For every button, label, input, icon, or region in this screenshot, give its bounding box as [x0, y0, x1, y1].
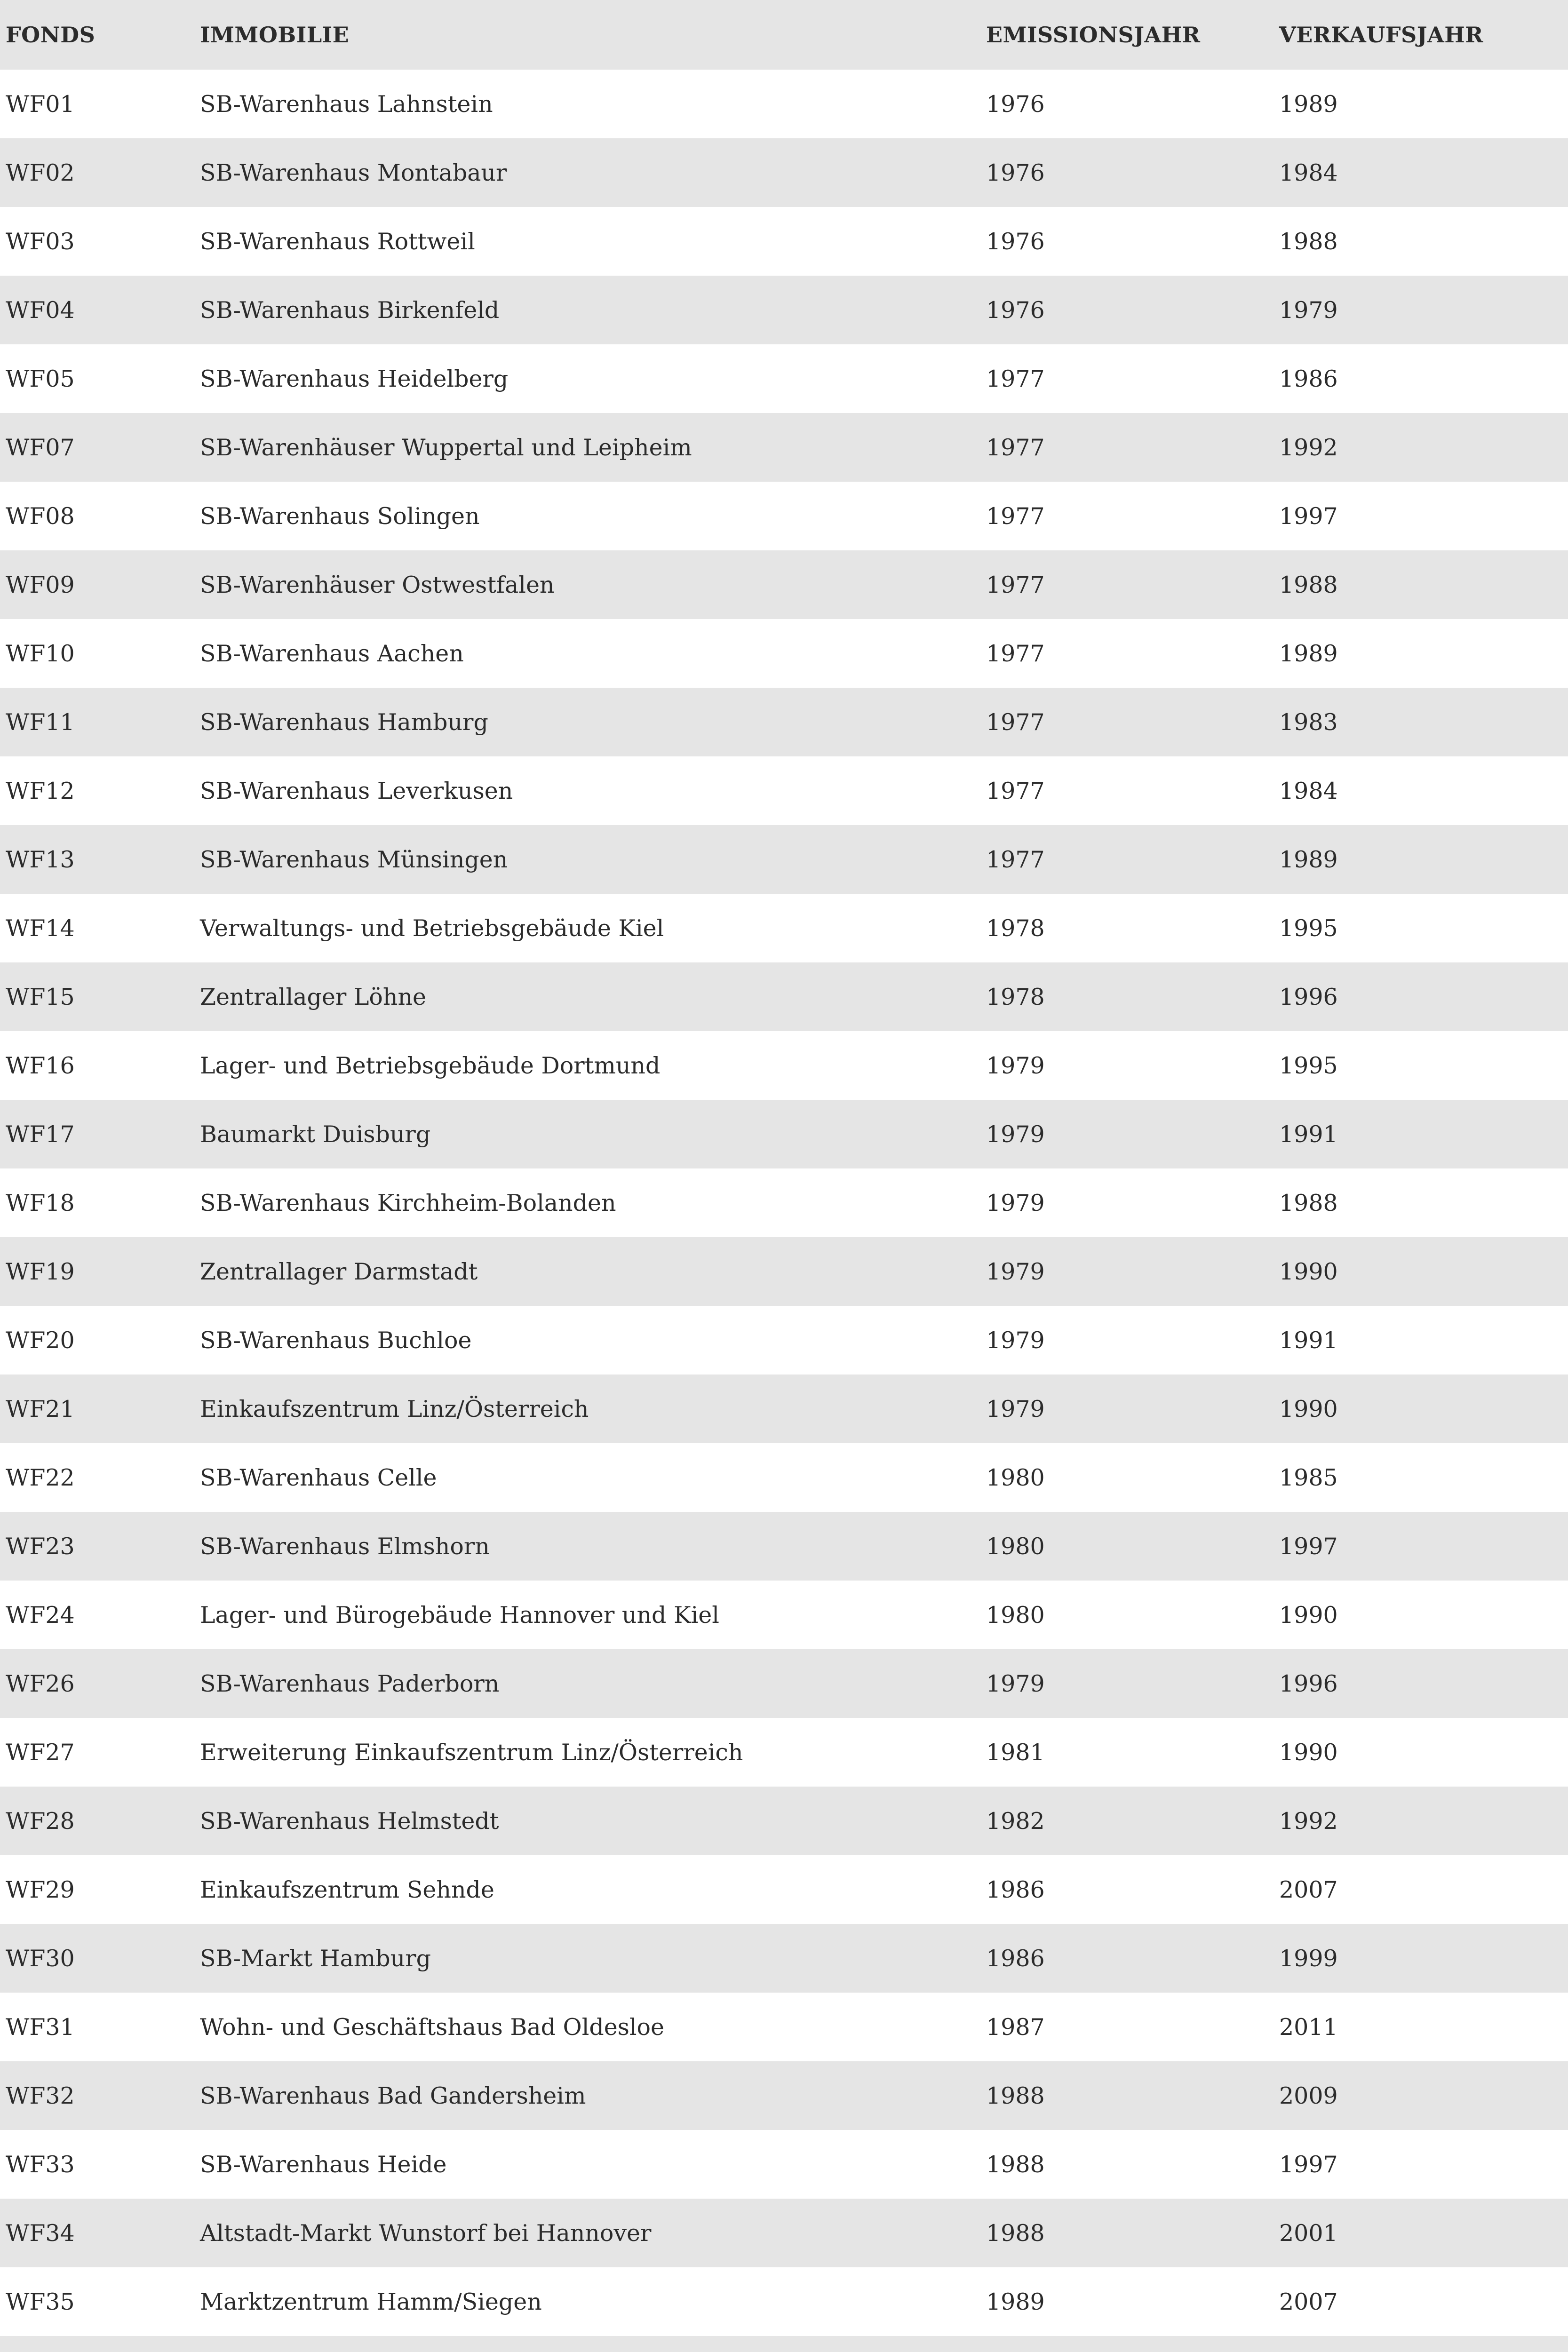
table-row: [0, 1993, 1568, 2061]
cell-immobilie: Erweiterung Einkaufszentrum Linz/Österreich: [200, 1739, 743, 1766]
cell-verkaufsjahr: 2011: [1279, 2013, 1338, 2041]
cell-emissionsjahr: 1979: [986, 1395, 1045, 1422]
cell-verkaufsjahr: 1988: [1279, 571, 1338, 598]
cell-emissionsjahr: 1977: [986, 846, 1045, 873]
cell-immobilie: SB-Markt Hamburg: [200, 1945, 431, 1972]
cell-emissionsjahr: 1979: [986, 1258, 1045, 1285]
cell-verkaufsjahr: 1984: [1279, 159, 1338, 186]
table-row: [0, 2199, 1568, 2267]
cell-immobilie: SB-Warenhaus Hamburg: [200, 708, 488, 736]
cell-immobilie: Verwaltungs- und Betriebsgebäude Kiel: [200, 914, 664, 942]
cell-emissionsjahr: 1981: [986, 1739, 1045, 1766]
table-row: [0, 1649, 1568, 1718]
table-row: [0, 207, 1568, 276]
cell-fonds: WF08: [6, 502, 75, 530]
cell-emissionsjahr: 1979: [986, 1189, 1045, 1216]
cell-emissionsjahr: 1986: [986, 1876, 1045, 1903]
table-row: [0, 2130, 1568, 2199]
cell-verkaufsjahr: 2007: [1279, 1876, 1338, 1903]
cell-emissionsjahr: 1977: [986, 434, 1045, 461]
cell-verkaufsjahr: 1986: [1279, 365, 1338, 392]
table-row: [0, 619, 1568, 688]
cell-fonds: WF15: [6, 983, 75, 1010]
cell-verkaufsjahr: 1989: [1279, 640, 1338, 667]
cell-fonds: WF28: [6, 1807, 75, 1835]
cell-immobilie: SB-Warenhaus Helmstedt: [200, 1807, 499, 1835]
cell-immobilie: Zentrallager Darmstadt: [200, 1258, 478, 1285]
cell-verkaufsjahr: 1979: [1279, 296, 1338, 324]
table-row: [0, 70, 1568, 138]
table-row: [0, 1924, 1568, 1993]
cell-emissionsjahr: 1988: [986, 2219, 1045, 2247]
cell-verkaufsjahr: 1991: [1279, 1327, 1338, 1354]
cell-immobilie: SB-Warenhaus Leverkusen: [200, 777, 513, 804]
table-row: [0, 1237, 1568, 1306]
cell-emissionsjahr: 1979: [986, 1670, 1045, 1697]
cell-immobilie: Lager- und Betriebsgebäude Dortmund: [200, 1052, 661, 1079]
cell-emissionsjahr: 1980: [986, 1601, 1045, 1629]
table-row: [0, 1443, 1568, 1512]
cell-fonds: WF34: [6, 2219, 75, 2247]
cell-immobilie: Wohn- und Geschäftshaus Bad Oldesloe: [200, 2013, 665, 2041]
cell-fonds: WF05: [6, 365, 75, 392]
column-header-immobilie: IMMOBILIE: [200, 22, 350, 48]
cell-verkaufsjahr: 1992: [1279, 1807, 1338, 1835]
table-row: [0, 2061, 1568, 2130]
cell-fonds: WF18: [6, 1189, 75, 1216]
cell-fonds: WF33: [6, 2151, 75, 2178]
cell-verkaufsjahr: 1991: [1279, 1120, 1338, 1148]
cell-fonds: WF24: [6, 1601, 75, 1629]
table-row: [0, 1031, 1568, 1100]
cell-fonds: WF29: [6, 1876, 75, 1903]
cell-emissionsjahr: 1989: [986, 2288, 1045, 2315]
table-row: [0, 756, 1568, 825]
table-body: [0, 70, 1568, 2352]
cell-verkaufsjahr: 1985: [1279, 1464, 1338, 1491]
cell-verkaufsjahr: 1990: [1279, 1395, 1338, 1422]
table-row: [0, 825, 1568, 894]
table-row: [0, 1718, 1568, 1787]
cell-emissionsjahr: 1980: [986, 1464, 1045, 1491]
cell-verkaufsjahr: 1996: [1279, 983, 1338, 1010]
cell-immobilie: SB-Warenhaus Elmshorn: [200, 1533, 490, 1560]
cell-immobilie: Zentrallager Löhne: [200, 983, 427, 1010]
table-row: [0, 1855, 1568, 1924]
table-row: [0, 482, 1568, 550]
cell-immobilie: SB-Warenhaus Paderborn: [200, 1670, 500, 1697]
cell-immobilie: Lager- und Bürogebäude Hannover und Kiel: [200, 1601, 719, 1629]
column-header-emissionsjahr: EMISSIONSJAHR: [986, 22, 1201, 48]
cell-emissionsjahr: 1979: [986, 1327, 1045, 1354]
table-row: [0, 962, 1568, 1031]
table-row: [0, 1581, 1568, 1649]
table-row: [0, 550, 1568, 619]
cell-verkaufsjahr: 1997: [1279, 1533, 1338, 1560]
cell-emissionsjahr: 1977: [986, 708, 1045, 736]
cell-verkaufsjahr: 1984: [1279, 777, 1338, 804]
cell-fonds: WF21: [6, 1395, 75, 1422]
table-row: [0, 138, 1568, 207]
table-row: [0, 1306, 1568, 1375]
cell-verkaufsjahr: 1983: [1279, 708, 1338, 736]
cell-emissionsjahr: 1976: [986, 296, 1045, 324]
cell-immobilie: SB-Warenhaus Montabaur: [200, 159, 507, 186]
cell-emissionsjahr: 1977: [986, 365, 1045, 392]
cell-immobilie: SB-Warenhaus Bad Gandersheim: [200, 2082, 586, 2109]
table-row: [0, 1100, 1568, 1168]
table-row: [0, 413, 1568, 482]
table-row: [0, 1375, 1568, 1443]
cell-fonds: WF14: [6, 914, 75, 942]
column-header-verkaufsjahr: VERKAUFSJAHR: [1279, 22, 1483, 48]
cell-verkaufsjahr: 1990: [1279, 1739, 1338, 1766]
table-row: [0, 1512, 1568, 1581]
cell-immobilie: SB-Warenhäuser Ostwestfalen: [200, 571, 555, 598]
cell-immobilie: SB-Warenhaus Celle: [200, 1464, 437, 1491]
cell-fonds: WF03: [6, 228, 75, 255]
cell-fonds: WF07: [6, 434, 75, 461]
table-row: [0, 344, 1568, 413]
cell-emissionsjahr: 1988: [986, 2082, 1045, 2109]
cell-emissionsjahr: 1976: [986, 90, 1045, 118]
cell-fonds: WF27: [6, 1739, 75, 1766]
cell-immobilie: Marktzentrum Hamm/Siegen: [200, 2288, 542, 2315]
cell-verkaufsjahr: 1995: [1279, 1052, 1338, 1079]
cell-fonds: WF10: [6, 640, 75, 667]
cell-fonds: WF11: [6, 708, 75, 736]
cell-immobilie: SB-Warenhaus Heidelberg: [200, 365, 509, 392]
cell-immobilie: SB-Warenhaus Birkenfeld: [200, 296, 500, 324]
cell-fonds: WF35: [6, 2288, 75, 2315]
cell-emissionsjahr: 1977: [986, 777, 1045, 804]
cell-verkaufsjahr: 1989: [1279, 846, 1338, 873]
cell-emissionsjahr: 1976: [986, 228, 1045, 255]
cell-fonds: WF16: [6, 1052, 75, 1079]
cell-fonds: WF22: [6, 1464, 75, 1491]
cell-emissionsjahr: 1979: [986, 1052, 1045, 1079]
cell-immobilie: SB-Warenhaus Kirchheim-Bolanden: [200, 1189, 616, 1216]
cell-emissionsjahr: 1976: [986, 159, 1045, 186]
cell-verkaufsjahr: 1988: [1279, 228, 1338, 255]
cell-immobilie: SB-Warenhaus Solingen: [200, 502, 480, 530]
table-row: [0, 688, 1568, 756]
table-row: [0, 2336, 1568, 2352]
cell-verkaufsjahr: 1999: [1279, 1945, 1338, 1972]
cell-immobilie: Einkaufszentrum Sehnde: [200, 1876, 494, 1903]
cell-fonds: WF09: [6, 571, 75, 598]
cell-fonds: WF19: [6, 1258, 75, 1285]
cell-fonds: WF13: [6, 846, 75, 873]
cell-immobilie: Altstadt-Markt Wunstorf bei Hannover: [200, 2219, 652, 2247]
cell-immobilie: SB-Warenhaus Münsingen: [200, 846, 508, 873]
cell-fonds: WF31: [6, 2013, 75, 2041]
cell-emissionsjahr: 1977: [986, 502, 1045, 530]
cell-verkaufsjahr: 1990: [1279, 1258, 1338, 1285]
cell-verkaufsjahr: 1989: [1279, 90, 1338, 118]
cell-immobilie: SB-Warenhaus Rottweil: [200, 228, 475, 255]
table-row: [0, 894, 1568, 962]
cell-emissionsjahr: 1977: [986, 571, 1045, 598]
cell-emissionsjahr: 1987: [986, 2013, 1045, 2041]
cell-emissionsjahr: 1980: [986, 1533, 1045, 1560]
cell-fonds: WF30: [6, 1945, 75, 1972]
table-row: [0, 2267, 1568, 2336]
cell-immobilie: SB-Warenhaus Heide: [200, 2151, 447, 2178]
cell-fonds: WF23: [6, 1533, 75, 1560]
cell-immobilie: SB-Warenhaus Lahnstein: [200, 90, 493, 118]
cell-verkaufsjahr: 2001: [1279, 2219, 1338, 2247]
cell-emissionsjahr: 1978: [986, 983, 1045, 1010]
cell-immobilie: SB-Warenhaus Buchloe: [200, 1327, 472, 1354]
cell-verkaufsjahr: 1996: [1279, 1670, 1338, 1697]
cell-verkaufsjahr: 1992: [1279, 434, 1338, 461]
cell-immobilie: SB-Warenhäuser Wuppertal und Leipheim: [200, 434, 692, 461]
cell-fonds: WF04: [6, 296, 75, 324]
cell-immobilie: Einkaufszentrum Linz/Österreich: [200, 1395, 589, 1422]
cell-verkaufsjahr: 1990: [1279, 1601, 1338, 1629]
cell-verkaufsjahr: 2007: [1279, 2288, 1338, 2315]
cell-verkaufsjahr: 1997: [1279, 502, 1338, 530]
cell-emissionsjahr: 1982: [986, 1807, 1045, 1835]
table-header-row: [0, 0, 1568, 70]
cell-fonds: WF20: [6, 1327, 75, 1354]
cell-fonds: WF01: [6, 90, 75, 118]
cell-verkaufsjahr: 1988: [1279, 1189, 1338, 1216]
cell-immobilie: Baumarkt Duisburg: [200, 1120, 431, 1148]
cell-emissionsjahr: 1978: [986, 914, 1045, 942]
cell-emissionsjahr: 1977: [986, 640, 1045, 667]
cell-fonds: WF17: [6, 1120, 75, 1148]
cell-fonds: WF32: [6, 2082, 75, 2109]
table-row: [0, 1787, 1568, 1855]
table-row: [0, 1168, 1568, 1237]
cell-emissionsjahr: 1979: [986, 1120, 1045, 1148]
cell-fonds: WF26: [6, 1670, 75, 1697]
table-row: [0, 276, 1568, 344]
cell-emissionsjahr: 1986: [986, 1945, 1045, 1972]
cell-verkaufsjahr: 1997: [1279, 2151, 1338, 2178]
cell-fonds: WF12: [6, 777, 75, 804]
cell-verkaufsjahr: 2009: [1279, 2082, 1338, 2109]
cell-emissionsjahr: 1988: [986, 2151, 1045, 2178]
column-header-fonds: FONDS: [6, 22, 96, 48]
cell-immobilie: SB-Warenhaus Aachen: [200, 640, 464, 667]
cell-fonds: WF02: [6, 159, 75, 186]
cell-verkaufsjahr: 1995: [1279, 914, 1338, 942]
